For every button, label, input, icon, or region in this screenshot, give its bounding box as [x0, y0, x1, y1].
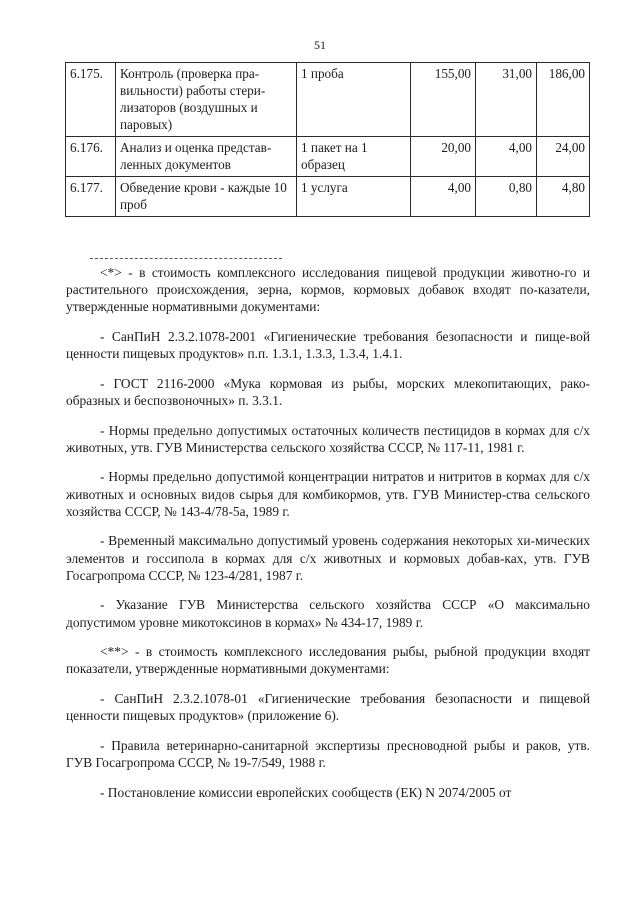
footnote-paragraph: <*> - в стоимость комплексного исследования пищевой продукции животно-го и растительного происхождения, зерна, кормов, кормовых добавок входят по-казатели, утвержденные нормативными документами: [66, 265, 590, 315]
service-name: Анализ и оценка представ-ленных документов [116, 137, 297, 177]
footnote-paragraph: - Правила ветеринарно-санитарной экспертизы пресноводной рыбы и раков, утв. ГУВ Госагропрома СССР, № 19-7/549, 1988 г. [66, 737, 590, 770]
service-name: Обведение крови - каждые 10 проб [116, 177, 297, 217]
price-table [65, 62, 590, 217]
service-unit: 1 пакет на 1 образец [297, 137, 411, 177]
page-number: 51 [314, 38, 326, 52]
price-value: 155,00 [411, 63, 476, 137]
total-value: 24,00 [537, 137, 590, 177]
footnotes-body [66, 264, 590, 801]
vat-value: 0,80 [476, 177, 537, 217]
table-row [66, 137, 590, 177]
service-unit: 1 проба [297, 63, 411, 137]
footnote-paragraph: - СанПиН 2.3.2.1078-2001 «Гигиенические требования безопасности и пище-вой ценности пищевых продуктов» п.п. 1.3.1, 1.3.3, 1.3.4, 1.4.1. [66, 329, 590, 362]
footnote-paragraph: <**> - в стоимость комплексного исследования рыбы, рыбной продукции входят показатели, утвержденные нормативными документами: [66, 644, 590, 677]
total-value: 4,80 [537, 177, 590, 217]
total-value: 186,00 [537, 63, 590, 137]
service-code: 6.175. [66, 63, 116, 137]
service-unit: 1 услуга [297, 177, 411, 217]
footnote-paragraph: - Временный максимально допустимый уровень содержания некоторых хи-мических элементов и госсипола в кормах для с/х животных и кормовых добав-ках, утв. ГУВ Госагропрома СССР, № 123-4/281, 1987 г. [66, 533, 590, 583]
footnote-paragraph: - ГОСТ 2116-2000 «Мука кормовая из рыбы, морских млекопитающих, рако-образных и беспозвоночных» п. 3.3.1. [66, 375, 590, 408]
vat-value: 4,00 [476, 137, 537, 177]
footnote-paragraph: - Нормы предельно допустимой концентрации нитратов и нитритов в кормах для с/х животных и основных видов сырья для комбикормов, утв. ГУВ Министер-ства сельского хозяйства СССР, № 143-4/78-5а, 1989 г. [66, 469, 590, 519]
price-value: 20,00 [411, 137, 476, 177]
service-name: Контроль (проверка пра-вильности) работы стери-лизаторов (воздушных и паровых) [116, 63, 297, 137]
footnote-paragraph: - Постановление комиссии европейских сообществ (ЕК) N 2074/2005 от [100, 784, 512, 800]
footnote-paragraph: - Нормы предельно допустимых остаточных количеств пестицидов в кормах для с/х животных, утв. ГУВ Министерства сельского хозяйства СССР, № 117-11, 1981 г. [66, 422, 590, 455]
table-row [66, 177, 590, 217]
service-code: 6.177. [66, 177, 116, 217]
footnote-separator [90, 258, 282, 259]
vat-value: 31,00 [476, 63, 537, 137]
service-code: 6.176. [66, 137, 116, 177]
price-value: 4,00 [411, 177, 476, 217]
table-row [66, 63, 590, 137]
footnote-paragraph: - Указание ГУВ Министерства сельского хозяйства СССР «О максимально допустимом уровне микотоксинов в кормах» № 434-17, 1989 г. [66, 597, 590, 630]
footnote-paragraph: - СанПиН 2.3.2.1078-01 «Гигиенические требования безопасности и пищевой ценности пищевых продуктов» (приложение 6). [66, 690, 590, 724]
